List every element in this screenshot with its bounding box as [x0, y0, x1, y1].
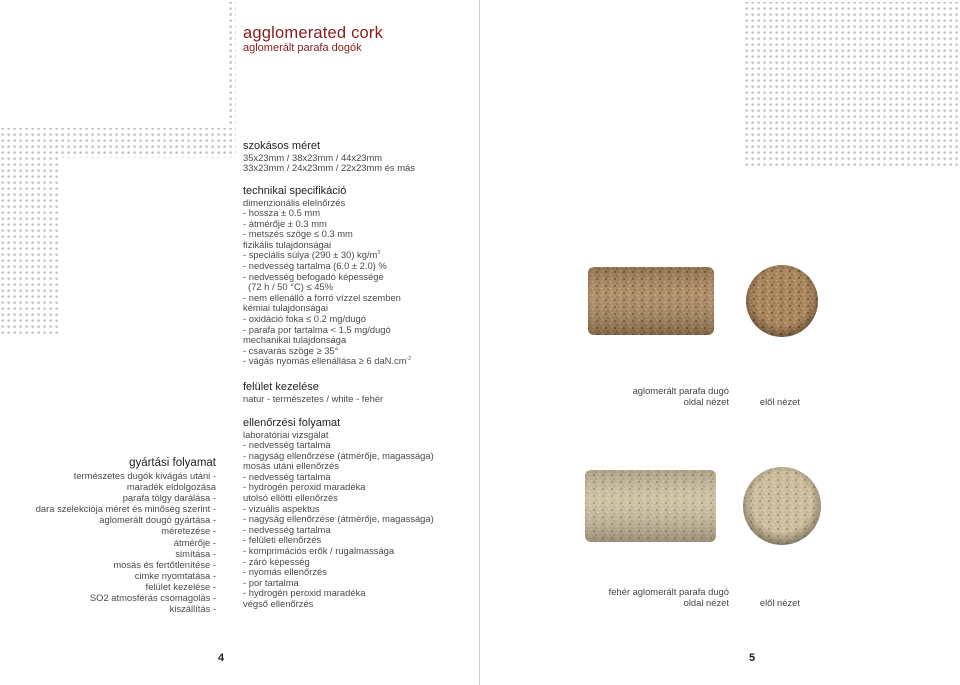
- natural-cork-side-image: [586, 263, 716, 339]
- natural-side-caption-line1: aglomerált parafa dugó: [632, 385, 729, 396]
- production-line: cimke nyomtatása -: [134, 569, 216, 581]
- natural-side-caption-line2: oldal nézet: [683, 396, 729, 407]
- control-line: végső ellenőrzés: [243, 598, 314, 609]
- tech-line: dimenzionális elelnőrzés: [243, 196, 346, 208]
- control-line: - nedvesség tartalma: [243, 523, 331, 535]
- size-heading: szokásos méret: [243, 140, 321, 152]
- tech-line: - átmérője ± 0.3 mm: [243, 217, 327, 229]
- control-line: laboratóriai vizsgálat: [243, 428, 329, 440]
- tech-line: - nedvesség befogadó képessége: [243, 270, 384, 282]
- control-line: - hydrogén peroxid maradéka: [243, 481, 366, 493]
- size-line: 33x23mm / 24x23mm / 22x23mm és más: [243, 162, 415, 174]
- control-line: utolsó ellötti ellenőrzés: [243, 492, 338, 504]
- tech-line: - parafa por tartalma < 1.5 mg/dugó: [243, 323, 391, 335]
- white-side-caption-line1: fehér aglomerált parafa dugó: [608, 586, 729, 597]
- tech-line: - csavarás szöge ≥ 35°: [243, 344, 339, 356]
- production-line: méretezése -: [161, 525, 216, 537]
- control-line: - komprimációs erők / rugalmassága: [243, 545, 395, 557]
- white-side-caption-line2: oldal nézet: [683, 597, 729, 608]
- production-line: mosás és fertőtlenítése -: [113, 558, 216, 570]
- natural-cork-front-image: [743, 262, 821, 340]
- page-number-left: 4: [218, 652, 225, 664]
- production-line: aglomerált dougó gyártása -: [99, 514, 216, 526]
- control-line: - nedvesség tartalma: [243, 470, 331, 482]
- production-line: SO2 atmosférás csomagolás -: [89, 592, 216, 604]
- production-section: [36, 456, 216, 614]
- production-line: kiszállítás -: [169, 603, 216, 615]
- density-exponent: 3: [377, 250, 381, 257]
- tech-line: - oxidáció foka ≤ 0.2 mg/dugó: [243, 313, 366, 325]
- production-line: átmérője -: [173, 536, 216, 548]
- white-cork-front-image: [740, 464, 824, 548]
- production-line: felület kezelése -: [145, 580, 216, 592]
- cut-pressure-exponent: -2: [406, 356, 412, 363]
- tech-line: (72 h / 50 °C) ≤ 45%: [248, 281, 333, 293]
- control-line: - hydrogén peroxid maradéka: [243, 587, 366, 599]
- production-line: természetes dugók kivágás utáni -: [73, 470, 216, 481]
- tech-heading: technikai specifikáció: [243, 185, 347, 197]
- size-section: [243, 140, 415, 174]
- production-heading: gyártási folyamat: [129, 457, 216, 469]
- white-front-caption: elől nézet: [759, 597, 800, 608]
- production-line: dara szelekciója méret és minőség szerint -: [35, 503, 216, 515]
- surface-heading: felület kezelése: [243, 381, 319, 393]
- control-line: mosás utáni ellenőrzés: [243, 460, 339, 472]
- control-line: - por tartalma: [243, 576, 299, 588]
- natural-side-caption: [633, 385, 729, 407]
- control-section: [243, 417, 434, 610]
- page-title: agglomerated cork: [243, 24, 384, 42]
- density-text: - speciális súlya (290 ± 30) kg/m: [243, 249, 378, 261]
- tech-section: [243, 185, 411, 367]
- tech-line: fizikális tulajdonságai: [243, 238, 332, 250]
- control-line: - nedvesség tartalma: [243, 439, 331, 451]
- cut-pressure-text: - vágás nyomás ellenállása ≥ 6 daN.cm: [243, 355, 407, 367]
- page-number-right: 5: [749, 652, 756, 664]
- control-line: - vizuális aspektus: [243, 502, 320, 514]
- production-line: maradék eldolgozása: [126, 481, 216, 493]
- tech-line: [243, 356, 411, 367]
- control-line: - nagyság ellenőrzése (átmérője, magassága): [243, 449, 434, 461]
- tech-line: - hossza ± 0.5 mm: [243, 207, 321, 219]
- tech-line: kémiai tulajdonságai: [243, 302, 328, 314]
- production-line: simítása -: [175, 547, 216, 559]
- tech-line: - nedvesség tartalma (6.0 ± 2.0) %: [243, 260, 387, 272]
- size-line: 35x23mm / 38x23mm / 44x23mm: [243, 151, 383, 163]
- page-divider: [479, 0, 480, 685]
- dot-pattern-top-right: [480, 0, 960, 685]
- control-line: - záró képesség: [243, 555, 310, 567]
- control-line: - nyomás ellenőrzés: [243, 566, 327, 578]
- tech-line: - metszés szöge ≤ 0.3 mm: [243, 228, 353, 240]
- tech-line: - nem ellenálló a forró vízzel szemben: [243, 291, 401, 303]
- control-line: - nagyság ellenőrzése (átmérője, magassága): [243, 513, 434, 525]
- page-subtitle: aglomerált parafa dogók: [243, 42, 362, 54]
- tech-line: mechanikai tulajdonsága: [243, 334, 347, 346]
- white-cork-side-image: [583, 466, 718, 546]
- control-line: - felületi ellenőrzés: [243, 534, 322, 546]
- surface-section: [243, 381, 383, 404]
- surface-text: natur - természetes / white - fehér: [243, 392, 384, 404]
- white-side-caption: [609, 586, 729, 608]
- natural-front-caption: elől nézet: [759, 396, 800, 407]
- control-heading: ellenőrzési folyamat: [243, 417, 341, 429]
- production-line: parafa tölgy darálása -: [122, 492, 216, 504]
